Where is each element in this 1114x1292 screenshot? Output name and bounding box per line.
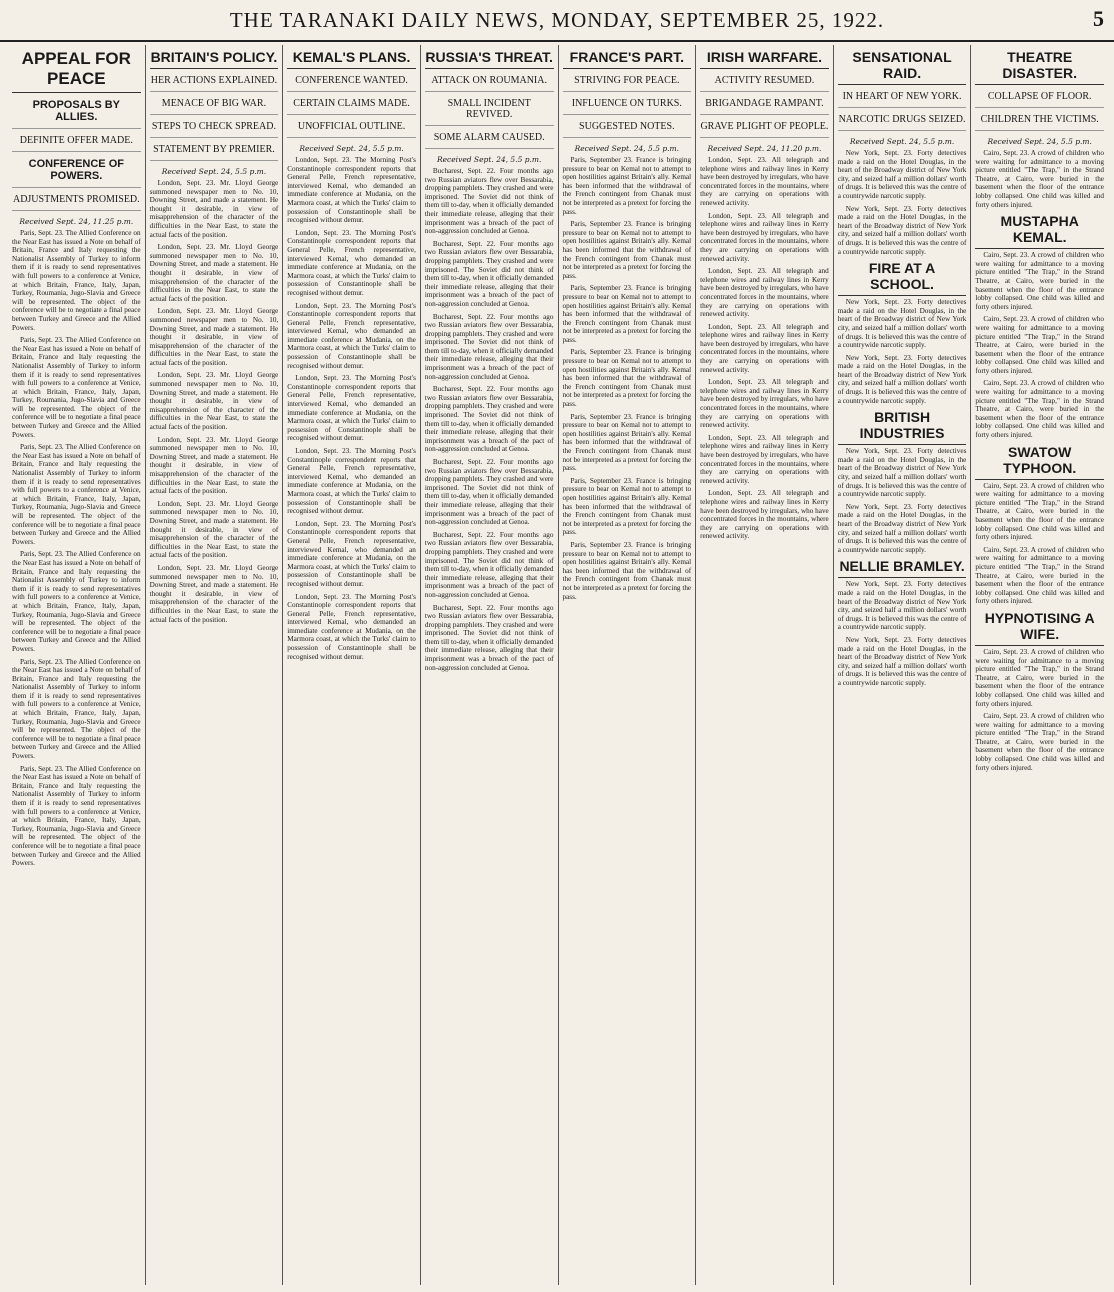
article-text: New York, Sept. 23. Forty detectives made a raid on the Hotel Douglas, in the heart of the Broadway district of New York city, and seized half a million dollars' worth of drugs. It is believed this was the centre of a countrywide narcotic supply. (837, 353, 967, 405)
subheadline: NARCOTIC DRUGS SEIZED. (838, 114, 967, 131)
dateline: Received Sept. 24, 5.5 p.m. (299, 144, 404, 153)
article-text: London, Sept. 23. Mr. Lloyd George summoned newspaper men to No. 10, Downing Street, and made a statement. He thought it desirable, in view of misapprehension of the character of the difficulties in the Near East, to state the actual facts of the position. (149, 243, 279, 303)
headline: SENSATIONAL RAID. (838, 49, 967, 85)
column-russias-threat (420, 45, 558, 1285)
article-text: Bucharest, Sept. 22. Four months ago two Russian aviators flew over Bessarabia, dropping pamphlets. They crashed and were imprisoned. The Soviet did not think of them till to-day, when it officially demanded their immediate release, alleging that their imprisonment was a breach of the pact of non-aggression concluded at Genoa. (424, 312, 554, 381)
article-text: New York, Sept. 23. Forty detectives made a raid on the Hotel Douglas, in the heart of the Broadway district of New York city, and seized half a million dollars' worth of drugs. It is believed this was the centre of a countrywide narcotic supply. (837, 635, 967, 687)
article-text: Paris, Sept. 23. The Allied Conference on the Near East has issued a Note on behalf of Britain, France and Italy requesting the Nationalist Assembly of Turkey to inform them if it is ready to send representatives with full powers to a conference at Venice, at which Britain, France, Italy, Japan, Turkey, Roumania, Jugo-Slavia and Greece will be represented. The object of the conference will be to negotiate a final peace between Turkey and Greece and the Allied Powers. (12, 550, 141, 653)
article-text: London, Sept. 23. Mr. Lloyd George summoned newspaper men to No. 10, Downing Street, and made a statement. He thought it desirable, in view of misapprehension of the character of the difficulties in the Near East, to state the actual facts of the position. (149, 499, 279, 560)
article-text: Paris, September 23. France is bringing pressure to bear on Kemal not to attempt to open hostilities against Britain's ally. Kemal has been informed that the withdrawal of the French contingent from Chanak must not be interpreted as a pretext for forcing the pass. (562, 540, 692, 601)
headline: HYPNOTISING A WIFE. (975, 610, 1104, 646)
article-text: Bucharest, Sept. 22. Four months ago two Russian aviators flew over Bessarabia, dropping pamphlets. They crashed and were imprisoned. The Soviet did not think of them till to-day, when it officially demanded their immediate release, alleging that their imprisonment was a breach of the pact of non-aggression concluded at Genoa. (424, 167, 554, 236)
subheadline: INFLUENCE ON TURKS. (563, 98, 692, 115)
dateline: Received Sept. 24, 5.5 p.m. (987, 137, 1092, 146)
subheadline: CONFERENCE OF POWERS. (12, 158, 141, 188)
newspaper-title: THE TARANAKI DAILY NEWS, MONDAY, SEPTEMBER 25, 1922. (229, 8, 885, 32)
subheadline: CERTAIN CLAIMS MADE. (287, 98, 416, 115)
headline: SWATOW TYPHOON. (975, 444, 1104, 480)
article-text: Paris, September 23. France is bringing pressure to bear on Kemal not to attempt to open hostilities against Britain's ally. Kemal has been informed that the withdrawal of the French contingent from Chanak must not be interpreted as a pretext for forcing the pass. (562, 284, 692, 344)
subheadline: PROPOSALS BY ALLIES. (12, 99, 141, 129)
subheadline: HER ACTIONS EXPLAINED. (150, 75, 279, 92)
subheadline: COLLAPSE OF FLOOR. (975, 91, 1104, 108)
article-text: New York, Sept. 23. Forty detectives made a raid on the Hotel Douglas, in the heart of the Broadway district of New York city, and seized half a million dollars' worth of drugs. It is believed this was the centre of a countrywide narcotic supply. (837, 298, 967, 350)
article-text: Cairo, Sept. 23. A crowd of children who were waiting for admittance to a moving picture entitled "The Trap," in the Strand Theatre, at Cairo, were buried in the basement when the floor of the entrance lobby collapsed. One child was killed and forty others injured. (975, 712, 1104, 772)
article-text: Bucharest, Sept. 22. Four months ago two Russian aviators flew over Bessarabia, dropping pamphlets. They crashed and were imprisoned. The Soviet did not think of them till to-day, when it officially demanded their immediate release, alleging that their imprisonment was a breach of the pact of non-aggression concluded at Genoa. (424, 530, 554, 599)
article-text: Bucharest, Sept. 22. Four months ago two Russian aviators flew over Bessarabia, dropping pamphlets. They crashed and were imprisoned. The Soviet did not think of them till to-day, when it officially demanded their immediate release, alleging that their imprisonment was a breach of the pact of non-aggression concluded at Genoa. (424, 239, 554, 308)
article-text: Paris, September 23. France is bringing pressure to bear on Kemal not to attempt to open hostilities against Britain's ally. Kemal has been informed that the withdrawal of the French contingent from Chanak must not be interpreted as a pretext for forcing the pass. (562, 156, 692, 216)
headline: RUSSIA'S THREAT. (425, 49, 554, 69)
subheadline: STEPS TO CHECK SPREAD. (150, 121, 279, 138)
column-britains-policy (145, 45, 283, 1285)
article-text: Paris, Sept. 23. The Allied Conference on the Near East has issued a Note on behalf of Britain, France and Italy requesting the Nationalist Assembly of Turkey to inform them if it is ready to send representatives with full powers to a conference at Venice, at which Britain, France, Italy, Japan, Turkey, Roumania, Jugo-Slavia and Greece will be represented. The object of the conference will be to negotiate a final peace between Turkey and Greece and the Allied Powers. (12, 229, 141, 332)
page-number: 5 (1093, 6, 1104, 31)
column-kemals-plans (282, 45, 420, 1285)
article-text: London, Sept. 23. The Morning Post's Constantinople correspondent reports that General Pelle, French representative, interviewed Kemal, who demanded an immediate conference at Mudania, on the Marmora coast, at which the Turks' claim to possession of Constantinople shall be recognised without demur. (287, 519, 416, 588)
headline: FRANCE'S PART. (563, 49, 692, 69)
article-text: New York, Sept. 23. Forty detectives made a raid on the Hotel Douglas, in the heart of the Broadway district of New York city, and seized half a million dollars' worth of drugs. It is believed this was the centre of a countrywide narcotic supply. (837, 447, 967, 499)
article-text: Cairo, Sept. 23. A crowd of children who were waiting for admittance to a moving picture entitled "The Trap," in the Strand Theatre, at Cairo, were buried in the basement when the floor of the entrance lobby collapsed. One child was killed and forty others injured. (975, 647, 1104, 708)
article-text: Bucharest, Sept. 22. Four months ago two Russian aviators flew over Bessarabia, dropping pamphlets. They crashed and were imprisoned. The Soviet did not think of them till to-day, when it officially demanded their immediate release, alleging that their imprisonment was a breach of the pact of non-aggression concluded at Genoa. (424, 385, 554, 454)
headline: BRITISH INDUSTRIES (838, 409, 967, 445)
subheadline: MENACE OF BIG WAR. (150, 98, 279, 115)
column-irish-warfare (695, 45, 833, 1285)
article-text: London, Sept. 23. Mr. Lloyd George summoned newspaper men to No. 10, Downing Street, and made a statement. He thought it desirable, in view of misapprehension of the character of the difficulties in the Near East, to state the actual facts of the position. (149, 179, 279, 239)
headline: THEATRE DISASTER. (975, 49, 1104, 85)
article-text: New York, Sept. 23. Forty detectives made a raid on the Hotel Douglas, in the heart of the Broadway district of New York city, and seized half a million dollars' worth of drugs. It is believed this was the centre of a countrywide narcotic supply. (837, 580, 967, 632)
dateline: Received Sept. 24, 11.20 p.m. (707, 144, 822, 153)
subheadline: BRIGANDAGE RAMPANT. (700, 98, 829, 115)
subheadline: CONFERENCE WANTED. (287, 75, 416, 92)
subheadline: GRAVE PLIGHT OF PEOPLE. (700, 121, 829, 138)
article-text: London, Sept. 23. All telegraph and telephone wires and railway lines in Kerry have been destroyed by irregulars, who have concentrated forces in the mountains, where they are carrying on operations with renewed activity. (700, 378, 829, 430)
dateline: Received Sept. 24, 11.25 p.m. (19, 217, 134, 226)
article-text: Paris, Sept. 23. The Allied Conference on the Near East has issued a Note on behalf of Britain, France and Italy requesting the Nationalist Assembly of Turkey to inform them if it is ready to send representatives with full powers to a conference at Venice, at which Britain, France, Italy, Japan, Turkey, Roumania, Jugo-Slavia and Greece will be represented. The object of the conference will be to negotiate a final peace between Turkey and Greece and the Allied Powers. (12, 336, 141, 439)
subheadline: ADJUSTMENTS PROMISED. (12, 194, 141, 211)
subheadline: UNOFFICIAL OUTLINE. (287, 121, 416, 138)
article-text: London, Sept. 23. Mr. Lloyd George summoned newspaper men to No. 10, Downing Street, and made a statement. He thought it desirable, in view of misapprehension of the character of the difficulties in the Near East, to state the actual facts of the position. (149, 307, 279, 367)
headline: BRITAIN'S POLICY. (150, 49, 279, 69)
column-appeal-for-peace (8, 45, 145, 1285)
article-text: Paris, Sept. 23. The Allied Conference on the Near East has issued a Note on behalf of Britain, France and Italy requesting the Nationalist Assembly of Turkey to inform them if it is ready to send representatives with full powers to a conference at Venice, at which Britain, France, Italy, Japan, Turkey, Roumania, Jugo-Slavia and Greece will be represented. The object of the conference will be to negotiate a final peace between Turkey and Greece and the Allied Powers. (12, 764, 141, 868)
article-text: New York, Sept. 23. Forty detectives made a raid on the Hotel Douglas, in the heart of the Broadway district of New York city, and seized half a million dollars' worth of drugs. It is believed this was the centre of a countrywide narcotic supply. (837, 502, 967, 554)
article-text: London, Sept. 23. The Morning Post's Constantinople correspondent reports that General Pelle, French representative, interviewed Kemal, who demanded an immediate conference at Mudania, on the Marmora coast, at which the Turks' claim to possession of Constantinople shall be recognised without demur. (287, 374, 416, 443)
column-theatre-disaster (970, 45, 1108, 1285)
subheadline: IN HEART OF NEW YORK. (838, 91, 967, 108)
article-text: Cairo, Sept. 23. A crowd of children who were waiting for admittance to a moving picture entitled "The Trap," in the Strand Theatre, at Cairo, were buried in the basement when the floor of the entrance lobby collapsed. One child was killed and forty others injured. (975, 481, 1104, 542)
article-text: Cairo, Sept. 23. A crowd of children who were waiting for admittance to a moving picture entitled "The Trap," in the Strand Theatre, at Cairo, were buried in the basement when the floor of the entrance lobby collapsed. One child was killed and forty others injured. (975, 251, 1104, 311)
article-text: New York, Sept. 23. Forty detectives made a raid on the Hotel Douglas, in the heart of the Broadway district of New York city, and seized half a million dollars' worth of drugs. It is believed this was the centre of a countrywide narcotic supply. (837, 149, 967, 200)
article-text: London, Sept. 23. The Morning Post's Constantinople correspondent reports that General Pelle, French representative, interviewed Kemal, who demanded an immediate conference at Mudania, on the Marmora coast, at which the Turks' claim to possession of Constantinople shall be recognised without demur. (287, 301, 416, 370)
dateline: Received Sept. 24, 5.5 p.m. (436, 155, 542, 164)
headline: KEMAL'S PLANS. (287, 49, 416, 69)
article-text: Paris, Sept. 23. The Allied Conference on the Near East has issued a Note on behalf of Britain, France and Italy requesting the Nationalist Assembly of Turkey to inform them if it is ready to send representatives with full powers to a conference at Venice, at which Britain, France, Italy, Japan, Turkey, Roumania, Jugo-Slavia and Greece will be represented. The object of the conference will be to negotiate a final peace between Turkey and Greece and the Allied Powers. (12, 443, 141, 546)
subheadline: SUGGESTED NOTES. (563, 121, 692, 138)
article-text: Paris, Sept. 23. The Allied Conference on the Near East has issued a Note on behalf of Britain, France and Italy requesting the Nationalist Assembly of Turkey to inform them if it is ready to send representatives with full powers to a conference at Venice, at which Britain, France, Italy, Japan, Turkey, Roumania, Jugo-Slavia and Greece will be represented. The object of the conference will be to negotiate a final peace between Turkey and Greece and the Allied Powers. (12, 657, 141, 761)
dateline: Received Sept. 24, 5.5 p.m. (161, 167, 267, 176)
subheadline: SOME ALARM CAUSED. (425, 132, 554, 149)
subheadline: ATTACK ON ROUMANIA. (425, 75, 554, 92)
article-text: London, Sept. 23. The Morning Post's Constantinople correspondent reports that General Pelle, French representative, interviewed Kemal, who demanded an immediate conference at Mudania, on the Marmora coast, at which the Turks' claim to possession of Constantinople shall be recognised without demur. (287, 447, 416, 516)
subheadline: SMALL INCIDENT REVIVED. (425, 98, 554, 126)
article-text: London, Sept. 23. All telegraph and telephone wires and railway lines in Kerry have been destroyed by irregulars, who have concentrated forces in the mountains, where they are carrying on operations with renewed activity. (700, 156, 829, 207)
article-text: London, Sept. 23. Mr. Lloyd George summoned newspaper men to No. 10, Downing Street, and made a statement. He thought it desirable, in view of misapprehension of the character of the difficulties in the Near East, to state the actual facts of the position. (149, 563, 279, 624)
article-text: London, Sept. 23. All telegraph and telephone wires and railway lines in Kerry have been destroyed by irregulars, who have concentrated forces in the mountains, where they are carrying on operations with renewed activity. (700, 433, 829, 485)
article-text: New York, Sept. 23. Forty detectives made a raid on the Hotel Douglas, in the heart of the Broadway district of New York city, and seized half a million dollars' worth of drugs. It is believed this was the centre of a countrywide narcotic supply. (837, 204, 967, 256)
masthead (0, 0, 1114, 42)
headline: APPEAL FOR PEACE (12, 49, 141, 93)
article-text: Paris, September 23. France is bringing pressure to bear on Kemal not to attempt to open hostilities against Britain's ally. Kemal has been informed that the withdrawal of the French contingent from Chanak must not be interpreted as a pretext for forcing the pass. (562, 412, 692, 473)
article-text: Cairo, Sept. 23. A crowd of children who were waiting for admittance to a moving picture entitled "The Trap," in the Strand Theatre, at Cairo, were buried in the basement when the floor of the entrance lobby collapsed. One child was killed and forty others injured. (975, 149, 1104, 209)
article-text: London, Sept. 23. All telegraph and telephone wires and railway lines in Kerry have been destroyed by irregulars, who have concentrated forces in the mountains, where they are carrying on operations with renewed activity. (700, 489, 829, 541)
column-sensational-raid (833, 45, 971, 1285)
dateline: Received Sept. 24, 5.5 p.m. (849, 137, 955, 146)
article-text: London, Sept. 23. Mr. Lloyd George summoned newspaper men to No. 10, Downing Street, and made a statement. He thought it desirable, in view of misapprehension of the character of the difficulties in the Near East, to state the actual facts of the position. (149, 435, 279, 496)
article-text: Paris, September 23. France is bringing pressure to bear on Kemal not to attempt to open hostilities against Britain's ally. Kemal has been informed that the withdrawal of the French contingent from Chanak must not be interpreted as a pretext for forcing the pass. (562, 476, 692, 537)
subheadline: ACTIVITY RESUMED. (700, 75, 829, 92)
article-text: London, Sept. 23. The Morning Post's Constantinople correspondent reports that General Pelle, French representative, interviewed Kemal, who demanded an immediate conference at Mudania, on the Marmora coast, at which the Turks' claim to possession of Constantinople shall be recognised without demur. (287, 592, 416, 661)
subheadline: STATEMENT BY PREMIER. (150, 144, 279, 161)
article-text: London, Sept. 23. All telegraph and telephone wires and railway lines in Kerry have been destroyed by irregulars, who have concentrated forces in the mountains, where they are carrying on operations with renewed activity. (700, 211, 829, 263)
article-text: London, Sept. 23. All telegraph and telephone wires and railway lines in Kerry have been destroyed by irregulars, who have concentrated forces in the mountains, where they are carrying on operations with renewed activity. (700, 322, 829, 374)
dateline: Received Sept. 24, 5.5 p.m. (574, 144, 680, 153)
article-text: London, Sept. 23. All telegraph and telephone wires and railway lines in Kerry have been destroyed by irregulars, who have concentrated forces in the mountains, where they are carrying on operations with renewed activity. (700, 267, 829, 319)
headline: NELLIE BRAMLEY. (838, 558, 967, 578)
article-text: Paris, September 23. France is bringing pressure to bear on Kemal not to attempt to open hostilities against Britain's ally. Kemal has been informed that the withdrawal of the French contingent from Chanak must not be interpreted as a pretext for forcing the pass. (562, 220, 692, 280)
article-text: Bucharest, Sept. 22. Four months ago two Russian aviators flew over Bessarabia, dropping pamphlets. They crashed and were imprisoned. The Soviet did not think of them till to-day, when it officially demanded their immediate release, alleging that their imprisonment was a breach of the pact of non-aggression concluded at Genoa. (424, 603, 554, 672)
headline: IRISH WARFARE. (700, 49, 829, 69)
column-frances-part (558, 45, 696, 1285)
article-text: Bucharest, Sept. 22. Four months ago two Russian aviators flew over Bessarabia, dropping pamphlets. They crashed and were imprisoned. The Soviet did not think of them till to-day, when it officially demanded their immediate release, alleging that their imprisonment was a breach of the pact of non-aggression concluded at Genoa. (424, 458, 554, 527)
subheadline: DEFINITE OFFER MADE. (12, 135, 141, 152)
article-text: Cairo, Sept. 23. A crowd of children who were waiting for admittance to a moving picture entitled "The Trap," in the Strand Theatre, at Cairo, were buried in the basement when the floor of the entrance lobby collapsed. One child was killed and forty others injured. (975, 545, 1104, 606)
article-text: Cairo, Sept. 23. A crowd of children who were waiting for admittance to a moving picture entitled "The Trap," in the Strand Theatre, at Cairo, were buried in the basement when the floor of the entrance lobby collapsed. One child was killed and forty others injured. (975, 315, 1104, 375)
article-text: London, Sept. 23. Mr. Lloyd George summoned newspaper men to No. 10, Downing Street, and made a statement. He thought it desirable, in view of misapprehension of the character of the difficulties in the Near East, to state the actual facts of the position. (149, 371, 279, 432)
headline: MUSTAPHA KEMAL. (975, 213, 1104, 249)
article-text: London, Sept. 23. The Morning Post's Constantinople correspondent reports that General Pelle, French representative, interviewed Kemal, who demanded an immediate conference at Mudania, on the Marmora coast, at which the Turks' claim to possession of Constantinople shall be recognised without demur. (287, 156, 416, 225)
subheadline: CHILDREN THE VICTIMS. (975, 114, 1104, 131)
article-text: Paris, September 23. France is bringing pressure to bear on Kemal not to attempt to open hostilities against Britain's ally. Kemal has been informed that the withdrawal of the French contingent from Chanak must not be interpreted as a pretext for forcing the pass. (562, 348, 692, 409)
subheadline: STRIVING FOR PEACE. (563, 75, 692, 92)
article-text: Cairo, Sept. 23. A crowd of children who were waiting for admittance to a moving picture entitled "The Trap," in the Strand Theatre, at Cairo, were buried in the basement when the floor of the entrance lobby collapsed. One child was killed and forty others injured. (975, 379, 1104, 440)
news-columns (8, 45, 1108, 1285)
headline: FIRE AT A SCHOOL. (838, 260, 967, 296)
article-text: London, Sept. 23. The Morning Post's Constantinople correspondent reports that General Pelle, French representative, interviewed Kemal, who demanded an immediate conference at Mudania, on the Marmora coast, at which the Turks' claim to possession of Constantinople shall be recognised without demur. (287, 228, 416, 297)
